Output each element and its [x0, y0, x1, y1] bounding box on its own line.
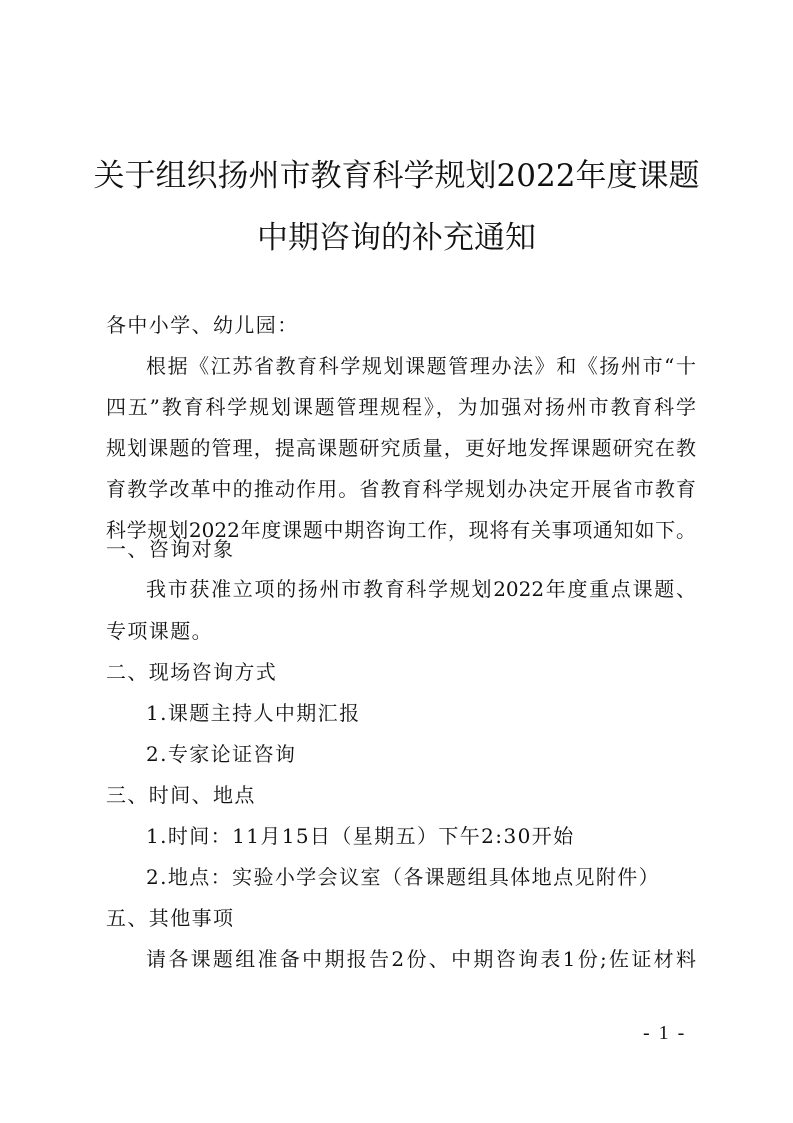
document-title-line-2: 中期咨询的补充通知 — [257, 220, 536, 256]
section-5-line-1: 请各课题组准备中期报告2份、中期咨询表1份;佐证材料 — [146, 947, 696, 971]
intro-line-4: 育教学改革中的推动作用。省教育科学规划办决定开展省市教育 — [106, 477, 696, 501]
section-5-heading: 五、其他事项 — [106, 906, 235, 930]
intro-line-5: 科学规划2022年度课题中期咨询工作，现将有关事项通知如下。 — [106, 518, 696, 542]
section-3-item-1: 1.时间：11月15日（星期五）下午2:30开始 — [146, 824, 575, 848]
salutation: 各中小学、幼儿园： — [106, 313, 299, 337]
section-2-item-1: 1.课题主持人中期汇报 — [146, 701, 361, 725]
document-title-line-1: 关于组织扬州市教育科学规划2022年度课题 — [93, 158, 700, 194]
section-3-heading: 三、时间、地点 — [106, 783, 256, 807]
section-1-line-1: 我市获准立项的扬州市教育科学规划2022年度重点课题、 — [146, 577, 696, 601]
intro-line-1: 根据《江苏省教育科学规划课题管理办法》和《扬州市“十 — [146, 354, 696, 378]
section-2-heading: 二、现场咨询方式 — [106, 660, 278, 684]
intro-line-2: 四五”教育科学规划课题管理规程》，为加强对扬州市教育科学 — [106, 395, 696, 419]
section-1-heading: 一、咨询对象 — [106, 537, 235, 561]
section-3-item-2: 2.地点：实验小学会议室（各课题组具体地点见附件） — [146, 865, 661, 889]
page-number: - 1 - — [643, 1022, 687, 1044]
section-1-line-2: 专项课题。 — [106, 619, 213, 643]
section-2-item-2: 2.专家论证咨询 — [146, 742, 297, 766]
intro-line-3: 规划课题的管理，提高课题研究质量，更好地发挥课题研究在教 — [106, 436, 696, 460]
